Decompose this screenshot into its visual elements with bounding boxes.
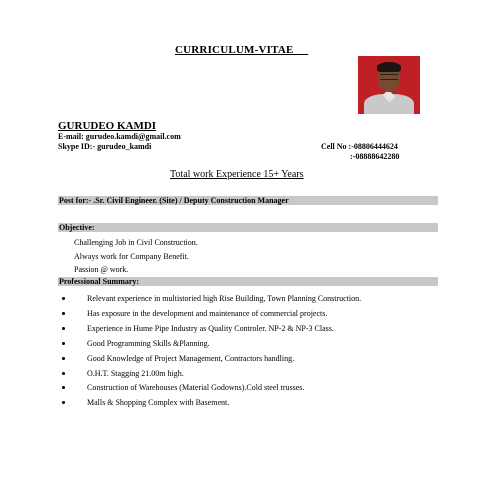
bullet-icon (62, 386, 65, 389)
resume-page: CURRICULUM-VITAE GURUDEO KAMDI E-mail: gurudeo.kamdi@gmail.com Skype ID:- gurudeo_kamdi Cell No :-08806444624 :-08888642280 Total work Experience 15+ Years Post for:- .Sr. Civil Engineer. (Site) / Deputy Construction Manager Objective: Challenging Job in Civil Construction. Always work for Company Benefit. Passion @ work. Professional Summary: Relevant experience in multistoried high Rise Building, Town Planning Construction. Has exposure in the development and maintenance of commercial projects. Experience in Hume Pipe Industry as Quality Controler. NP-2 & NP-3 Class. Good Programming Skills &Planning. Good Knowledge of Project Management, Contractors handling. O.H.T. Stagging 21.00m high. Construction of Warehouses (Material Godowns).Cold steel trusses. Malls & Shopping Complex with Basement. (0, 0, 495, 495)
bullet-icon (62, 297, 65, 300)
bullet-icon (62, 357, 65, 360)
objective-heading: Objective: (58, 223, 438, 232)
skype-line: Skype ID:- gurudeo_kamdi (58, 142, 152, 151)
objective-line-1: Challenging Job in Civil Construction. (74, 238, 198, 247)
objective-line-3: Passion @ work. (74, 265, 129, 274)
total-experience: Total work Experience 15+ Years (170, 169, 304, 180)
candidate-name: GURUDEO KAMDI (58, 120, 157, 132)
professional-summary-heading: Professional Summary: (58, 277, 438, 286)
cell-number-2: :-08888642280 (350, 152, 400, 161)
document-title: CURRICULUM-VITAE (175, 44, 309, 56)
objective-line-2: Always work for Company Benefit. (74, 252, 189, 261)
photo-glasses (380, 74, 398, 80)
post-for-bar: Post for:- .Sr. Civil Engineer. (Site) / Deputy Construction Manager (58, 196, 438, 205)
bullet-icon (62, 312, 65, 315)
photo-hair (377, 62, 401, 72)
portrait-photo (358, 56, 420, 114)
bullet-icon (62, 327, 65, 330)
bullet-icon (62, 372, 65, 375)
cell-number-1: Cell No :-08806444624 (321, 142, 398, 151)
email-line: E-mail: gurudeo.kamdi@gmail.com (58, 132, 181, 141)
bullet-icon (62, 401, 65, 404)
bullet-icon (62, 342, 65, 345)
